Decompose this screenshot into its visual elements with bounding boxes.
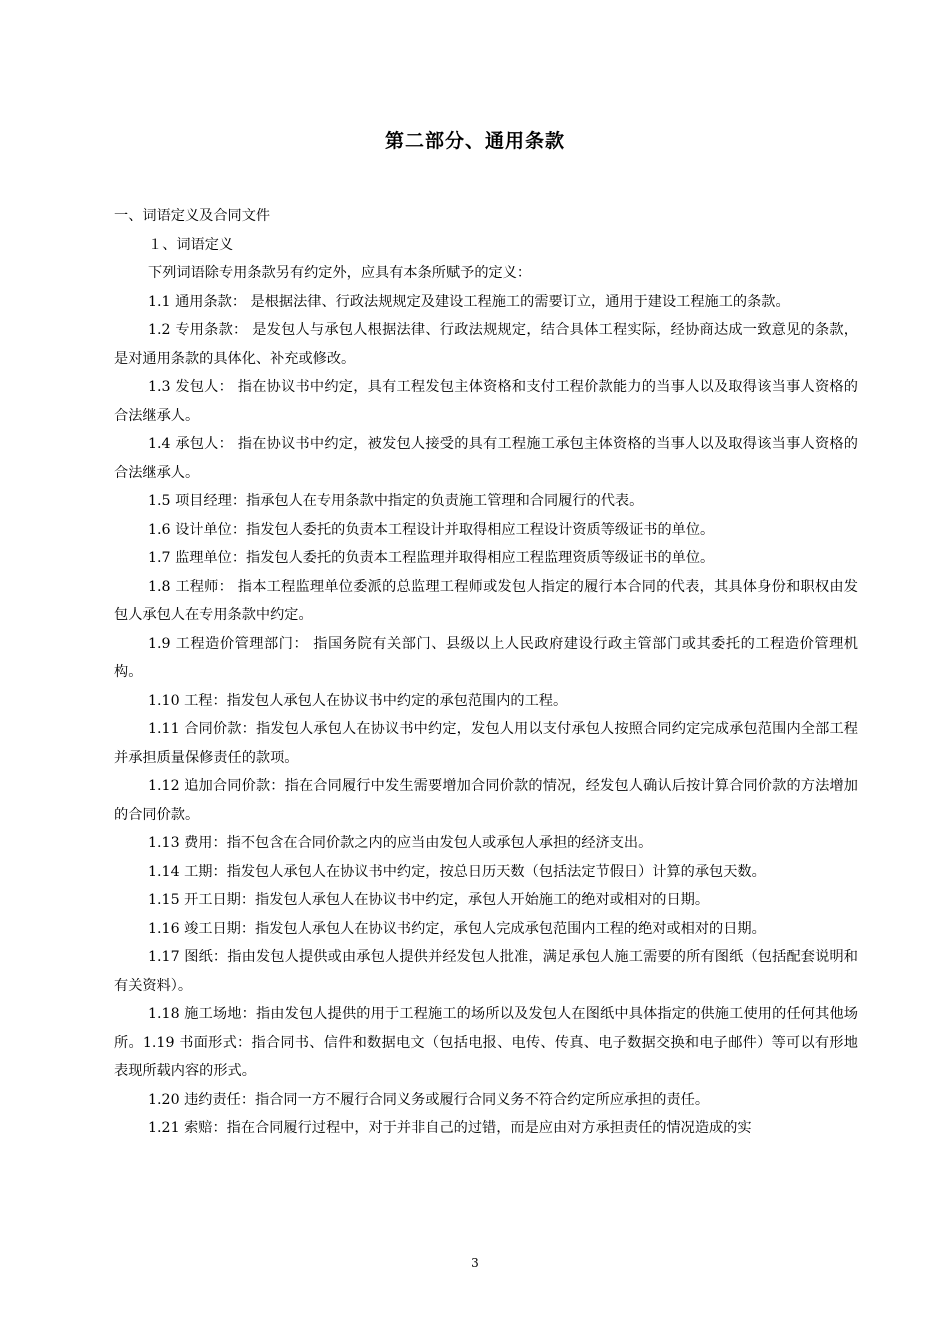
intro-paragraph: 下列词语除专用条款另有约定外，应具有本条所赋予的定义： xyxy=(148,265,532,281)
clause-1-7: 1.7 监理单位：指发包人委托的负责本工程监理并取得相应工程监理资质等级证书的单位。 xyxy=(148,550,715,566)
clause-1-20: 1.20 违约责任：指合同一方不履行合同义务或履行合同义务不符合约定所应承担的责任。 xyxy=(148,1091,710,1108)
page-title: 第二部分、通用条款 xyxy=(384,130,565,152)
clause-1-5: 1.5 项目经理：指承包人在专用条款中指定的负责施工管理和合同履行的代表。 xyxy=(148,493,644,509)
section-heading: 一、词语定义及合同文件 xyxy=(114,208,271,224)
clause-1-13: 1.13 费用：指不包含在合同价款之内的应当由发包人或承包人承担的经济支出。 xyxy=(148,835,653,851)
clause-1-3: 1.3 发包人： 指在协议书中约定，具有工程发包主体资格和支付工程价款能力的当事人以及取得该当事人资格的合法继承人。 xyxy=(114,379,858,424)
clause-1-17: 1.17 图纸：指由发包人提供或由承包人提供并经发包人批准，满足承包人施工需要的所有图纸（包括配套说明和有关资料）。 xyxy=(114,949,858,994)
document-body xyxy=(114,202,858,1143)
clause-1-9: 1.9 工程造价管理部门： 指国务院有关部门、县级以上人民政府建设行政主管部门或其委托的工程造价管理机构。 xyxy=(114,635,858,680)
subsection-heading: １、词语定义 xyxy=(148,236,234,253)
clause-1-16: 1.16 竣工日期：指发包人承包人在协议书约定，承包人完成承包范围内工程的绝对或相对的日期。 xyxy=(148,920,766,937)
clause-1-15: 1.15 开工日期：指发包人承包人在协议书中约定，承包人开始施工的绝对或相对的日期。 xyxy=(148,892,710,908)
clause-1-18: 1.18 施工场地：指由发包人提供的用于工程施工的场所以及发包人在图纸中具体指定的供施工使用的任何其他场所。1.19 书面形式：指合同书、信件和数据电文（包括电报、电传、传真、电子数据交换和电子邮件）等可以有形地表现所载内容的形式。 xyxy=(114,1006,858,1079)
clause-1-1: 1.1 通用条款： 是根据法律、行政法规规定及建设工程施工的需要订立，通用于建设工程施工的条款。 xyxy=(148,293,790,310)
clause-1-4: 1.4 承包人： 指在协议书中约定，被发包人接受的具有工程施工承包主体资格的当事人以及取得该当事人资格的合法继承人。 xyxy=(114,436,858,481)
clause-1-11: 1.11 合同价款：指发包人承包人在协议书中约定，发包人用以支付承包人按照合同约定完成承包范围内全部工程并承担质量保修责任的款项。 xyxy=(114,721,858,766)
clause-1-14: 1.14 工期：指发包人承包人在协议书中约定，按总日历天数（包括法定节假日）计算的承包天数。 xyxy=(148,863,766,880)
clause-1-6: 1.6 设计单位：指发包人委托的负责本工程设计并取得相应工程设计资质等级证书的单位。 xyxy=(148,521,715,538)
clause-1-2: 1.2 专用条款： 是发包人与承包人根据法律、行政法规规定，结合具体工程实际，经协商达成一致意见的条款，是对通用条款的具体化、补充或修改。 xyxy=(114,322,858,367)
page-number: 3 xyxy=(471,1256,479,1270)
clause-1-21: 1.21 索赔：指在合同履行过程中，对于并非自己的过错，而是应由对方承担责任的情况造成的实 xyxy=(148,1120,752,1136)
clause-1-8: 1.8 工程师： 指本工程监理单位委派的总监理工程师或发包人指定的履行本合同的代表，其具体身份和职权由发包人承包人在专用条款中约定。 xyxy=(114,578,858,623)
clause-1-10: 1.10 工程：指发包人承包人在协议书中约定的承包范围内的工程。 xyxy=(148,692,568,709)
clause-1-12: 1.12 追加合同价款：指在合同履行中发生需要增加合同价款的情况，经发包人确认后按计算合同价款的方法增加的合同价款。 xyxy=(114,778,858,823)
